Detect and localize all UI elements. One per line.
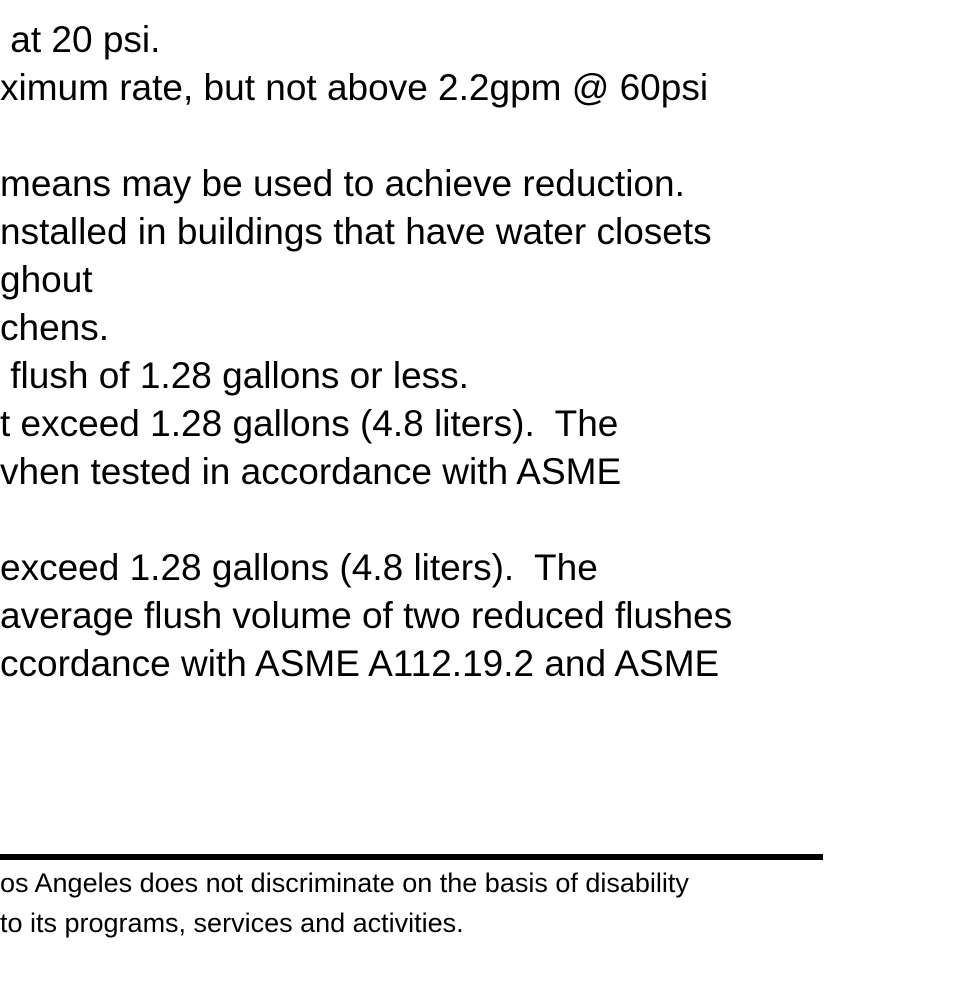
body-line: ximum rate, but not above 2.2gpm @ 60psi bbox=[0, 67, 709, 108]
body-line: nstalled in buildings that have water closets bbox=[0, 211, 712, 252]
body-line: exceed 1.28 gallons (4.8 liters). The bbox=[0, 547, 598, 588]
body-line: average flush volume of two reduced flushes bbox=[0, 595, 733, 636]
footer-line: to its programs, services and activities. bbox=[0, 908, 464, 938]
body-line: flush of 1.28 gallons or less. bbox=[0, 355, 469, 396]
footer-divider bbox=[0, 854, 823, 860]
body-line: ccordance with ASME A112.19.2 and ASME bbox=[0, 643, 720, 684]
body-line: at 20 psi. bbox=[0, 19, 161, 60]
body-line: t exceed 1.28 gallons (4.8 liters). The bbox=[0, 403, 619, 444]
footer-line: os Angeles does not discriminate on the basis of disability bbox=[0, 868, 689, 898]
body-line: means may be used to achieve reduction. bbox=[0, 163, 685, 204]
body-line: vhen tested in accordance with ASME bbox=[0, 451, 622, 492]
body-line: chens. bbox=[0, 307, 110, 348]
body-line: ghout bbox=[0, 259, 93, 300]
